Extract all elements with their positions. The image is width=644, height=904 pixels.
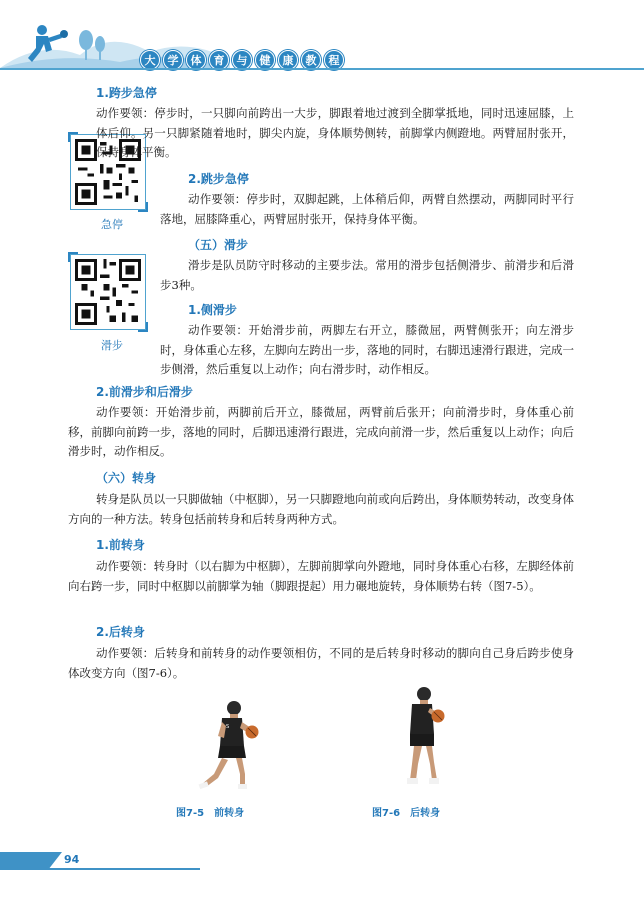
qr-label: 滑步: [101, 339, 123, 352]
svg-text:S: S: [226, 724, 230, 730]
title-char: 与: [232, 50, 252, 70]
paragraph: 动作要领：开始滑步前，两脚前后开立，膝微屈，两臂前后张开；向前滑步时，身体重心前移，前脚向前跨一步，落地的同时，后脚迅速滑行跟进，完成向前滑一步，然后重复以上动作；向后滑步时，动作相反。: [68, 405, 574, 458]
page-number: 94: [64, 853, 80, 866]
paragraph: 滑步是队员防守时移动的主要步法。常用的滑步包括侧滑步、前滑步和后滑步3种。: [160, 258, 574, 292]
section-heading: 2.后转身: [96, 625, 145, 639]
title-char: 程: [324, 50, 344, 70]
paragraph: 动作要领：停步时，一只脚向前跨出一大步，脚跟着地过渡到全脚掌抵地，同时迅速屈膝，上体后仰。另一只脚紧随着地时，脚尖内旋，身体顺势侧转，前脚掌内侧蹬地。两臂屈肘张开，保持身体平衡。: [96, 106, 574, 159]
qr-label: 急停: [101, 218, 123, 231]
title-char: 康: [278, 50, 298, 70]
section-heading: 1.跨步急停: [96, 86, 157, 100]
title-char: 学: [163, 50, 183, 70]
figure-front-pivot-photo: [178, 694, 278, 794]
paragraph: 动作要领：后转身和前转身的动作要领相仿，不同的是后转身时移动的脚向自己身后跨步使身体改变方向（图7-6）。: [68, 646, 574, 680]
figure-caption: 图7-5 前转身: [176, 808, 245, 819]
paragraph: 转身是队员以一只脚做轴（中枢脚），另一只脚蹬地向前或向后跨出，身体顺势转动，改变身体方向的一种方法。转身包括前转身和后转身两种方式。: [68, 492, 574, 526]
paragraph: 动作要领：开始滑步前，两脚左右开立，膝微屈，两臂侧张开；向左滑步时，身体重心左移，左脚向左跨出一步，落地的同时，右脚迅速滑行跟进，完成一步侧滑，然后重复以上动作；向右滑步时，动作相反。: [160, 323, 574, 376]
title-char: 教: [301, 50, 321, 70]
paragraph: 动作要领：停步时，双脚起跳，上体稍后仰，两臂自然摆动，两脚同时平行落地，屈膝降重心，两臂屈肘张开，保持身体平衡。: [160, 192, 574, 226]
title-char: 大: [140, 50, 160, 70]
section-heading: 1.前转身: [96, 538, 145, 552]
title-char: 育: [209, 50, 229, 70]
title-char: 体: [186, 50, 206, 70]
footer-divider: [0, 868, 200, 870]
figure-back-pivot-photo: [384, 680, 464, 796]
paragraph: 动作要领：转身时（以右脚为中枢脚），左脚前脚掌向外蹬地，同时身体重心右移，左脚经体前向右跨一步，同时中枢脚以前脚掌为轴（脚跟提起）用力碾地旋转，身体顺势右转（图7-5）。: [68, 559, 574, 593]
basketball-player-front-pivot: [199, 701, 259, 789]
section-heading: 2.前滑步和后滑步: [96, 385, 193, 399]
section-heading: （六）转身: [96, 471, 157, 485]
section-heading: 1.侧滑步: [188, 303, 237, 317]
basketball-player-back-pivot: [407, 687, 445, 784]
figure-caption: 图7-6 后转身: [372, 808, 441, 819]
section-heading: 2.跳步急停: [188, 172, 249, 186]
title-char: 健: [255, 50, 275, 70]
section-heading: （五）滑步: [188, 238, 249, 252]
